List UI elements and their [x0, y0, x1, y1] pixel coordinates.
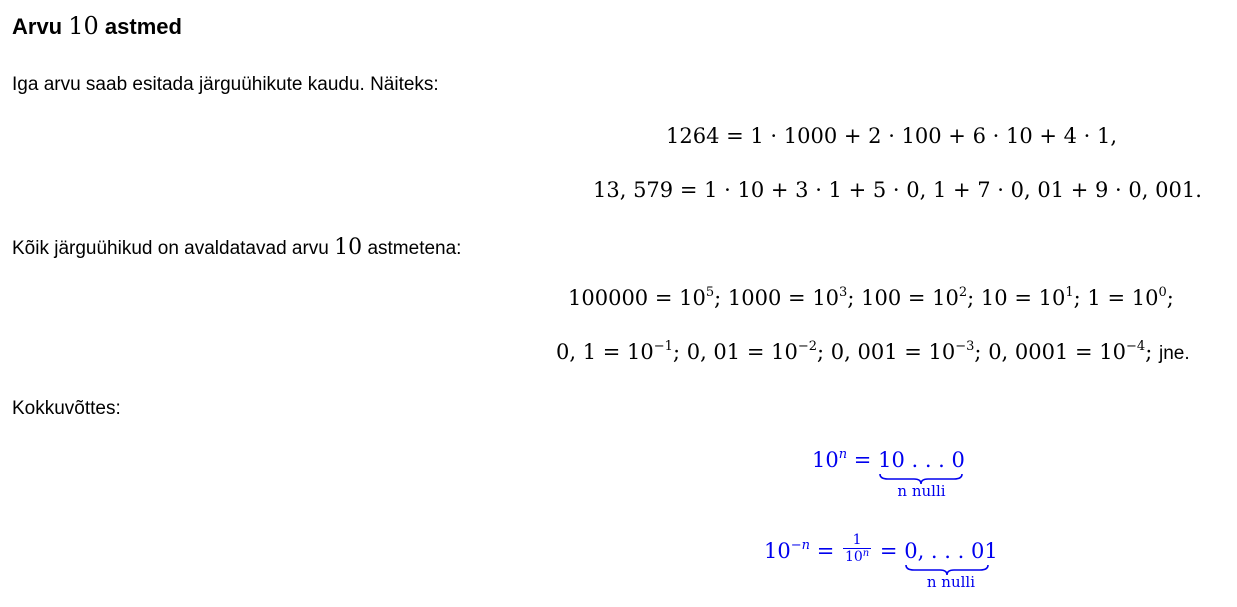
negative-power-term: 0, $01 = 10^{-2}$; [686, 339, 831, 364]
positive-power-base: 10 [679, 286, 706, 310]
negative-power-exponent: −3 [955, 339, 975, 354]
positive-power-term: $100 = 10^2$; [861, 285, 981, 310]
positive-power-lhs: 1 [1087, 286, 1101, 310]
title-post: astmed [104, 14, 182, 39]
positive-power-base: 10 [1131, 286, 1159, 310]
positive-power-lhs: 100000 [568, 286, 649, 310]
formula2-exp: −n [790, 538, 810, 553]
positive-power-term: $1000 = 10^3$; [727, 285, 862, 310]
formula2-fraction [843, 532, 871, 567]
negative-power-lhs: 0, 0001 [988, 340, 1069, 364]
negative-power-term: 0, $001 = 10^{-3}$; [830, 339, 989, 364]
example-1264: 1264 = 1 · 1000 + 2 · 100 + 6 · 10 + 4 · 1, [666, 124, 1118, 148]
positive-power-base: 10 [932, 286, 959, 310]
positive-powers-line [568, 286, 1174, 310]
powers-intro-post: astmetena: [367, 238, 462, 259]
formula-positive-n: $10^n = 10$ . . . 0 n nulli [812, 447, 965, 500]
positive-power-lhs: 1000 [727, 286, 782, 310]
negative-power-tail: jne. [1158, 343, 1190, 364]
positive-power-exponent: 0 [1158, 285, 1167, 300]
powers-intro-pre: Kõik järguühikud on avaldatavad arvu [12, 238, 329, 259]
title-pre: Arvu [12, 14, 63, 39]
fraction-den-exp: n [862, 548, 870, 559]
fraction-numerator: 1 [843, 532, 871, 549]
negative-power-term: 0, $1 = 10^{-1}$; [556, 339, 687, 364]
positive-power-lhs: 10 [980, 286, 1008, 310]
powers-intro [12, 235, 461, 260]
fraction-den-base: 10 [844, 549, 863, 565]
formula1-brace-label: n nulli [897, 482, 946, 500]
negative-power-base: 10 [771, 340, 798, 364]
negative-power-base: 10 [1099, 340, 1127, 364]
example-13579: 13, 579 = 1 · 10 + 3 · 1 + 5 · 0, 1 + 7 · 0, 01 + 9 · 0, 001. [593, 178, 1202, 202]
formula2-brace-label: n nulli [926, 573, 976, 591]
title-number: 10 [68, 12, 99, 40]
positive-power-exponent: 5 [705, 285, 715, 300]
positive-power-exponent: 3 [839, 285, 848, 300]
positive-power-exponent: 1 [1065, 285, 1074, 300]
formula2-underbrace [904, 539, 998, 591]
formula1-rhs: 10 . . . 0 [878, 448, 965, 472]
formula2-rhs: 0, . . . 01 [904, 539, 998, 563]
fraction-denominator [843, 549, 871, 567]
powers-intro-number: 10 [334, 235, 363, 260]
negative-powers-line [556, 340, 1190, 365]
positive-power-term: $100000 = 10^5$; [568, 285, 728, 310]
formula1-base: 10 [812, 448, 839, 472]
positive-power-base: 10 [1038, 286, 1066, 310]
positive-power-lhs: 100 [861, 286, 902, 310]
negative-power-base: 10 [928, 340, 956, 364]
positive-power-base: 10 [812, 286, 840, 310]
formula2-base: 10 [764, 539, 791, 563]
summary-label: Kokkuvõttes: [12, 398, 121, 419]
negative-power-exponent: −1 [653, 339, 673, 354]
formula1-exp: n [838, 447, 848, 462]
formula-negative-n: $10^{-n}$ = $\frac{1}{10^n}$ = 0, . . . 01 n nulli [764, 532, 998, 591]
negative-power-exponent: −4 [1126, 339, 1146, 354]
page-title [12, 12, 182, 40]
negative-power-base: 10 [627, 340, 654, 364]
negative-power-lhs: 0, 001 [830, 340, 898, 364]
intro-paragraph: Iga arvu saab esitada järguühikute kaudu. Näiteks: [12, 74, 439, 95]
negative-power-exponent: −2 [797, 339, 817, 354]
negative-power-lhs: 0, 01 [686, 340, 741, 364]
positive-power-exponent: 2 [958, 285, 968, 300]
positive-power-term: $10 = 10^1$; [980, 285, 1088, 310]
negative-power-term: 0, $0001 = 10^{-4}$; [988, 339, 1159, 364]
positive-power-term: $1 = 10^0$; [1087, 285, 1174, 310]
negative-power-lhs: 0, 1 [556, 340, 597, 364]
